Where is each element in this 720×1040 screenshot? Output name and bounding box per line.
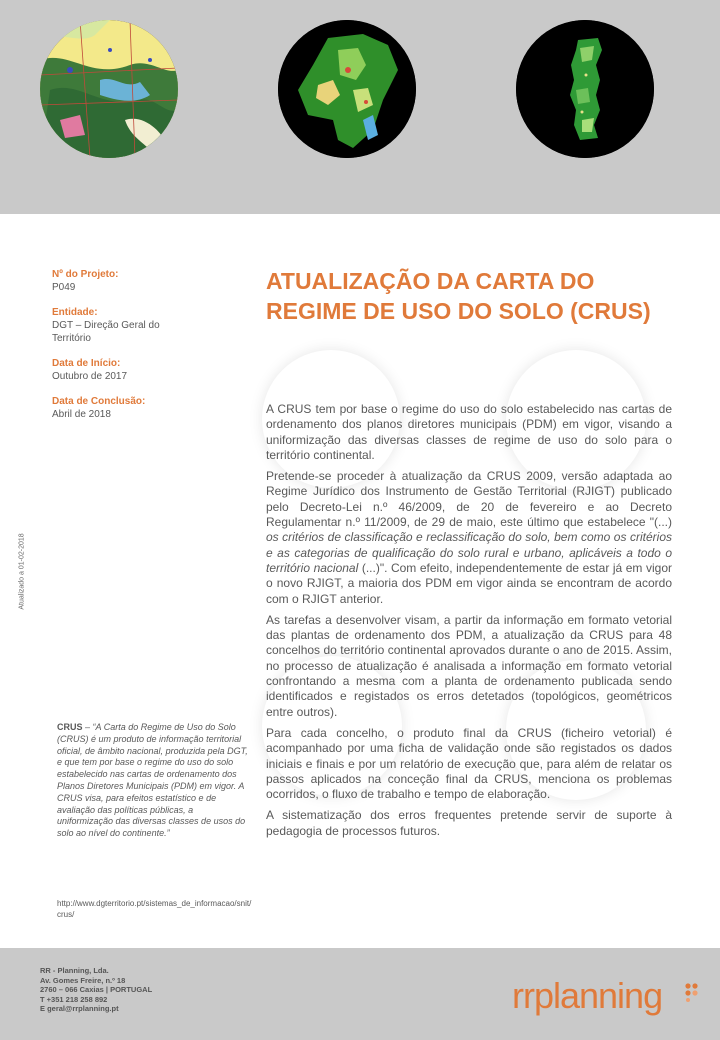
quote-term: CRUS bbox=[57, 722, 83, 732]
body-paragraph: As tarefas a desenvolver visam, a partir da informação em formato vetorial das plantas de ordenamento dos PDM, a atualização da CRUS para 48 concelhos do território continental aprovados durante o ano de 2015. Assim, no processo de atualização é analisada a informação em formato vetorial confrontando a mesma com a planta de ordenamento publicada sendo identificados e registados os erros detetados (topológicos, geométricos entre outros). bbox=[266, 612, 672, 719]
body-paragraph: A CRUS tem por base o regime do uso do solo estabelecido nas cartas de ordenamento dos planos diretores municipais (PDM) em vigor, visando a uniformização das diversas classes de regime de uso do solo para o território continental. bbox=[266, 402, 672, 462]
phone-number: T +351 218 258 892 bbox=[40, 994, 108, 1004]
end-date-label: Data de Conclusão: bbox=[52, 396, 146, 407]
body-text: Pretende-se proceder à atualização da CRUS 2009, versão adaptada ao Regime Jurídico dos Instrumento de Gestão Territorial (RJIGT) publicado pelo Decreto-Lei n.º 46/2009, de 20 de fevereiro e ao Decreto Regulamentar n.º 11/2009, de 29 de maio, este último que estabelece "(...) bbox=[266, 469, 672, 530]
main-body-text bbox=[266, 402, 672, 845]
header-banner bbox=[0, 0, 720, 214]
email-address[interactable]: E geral@rrplanning.pt bbox=[40, 1004, 119, 1014]
source-link[interactable]: http://www.dgterritorio.pt/sistemas_de_informacao/snit/crus/ bbox=[57, 899, 252, 919]
rrplanning-logo: rrplanning bbox=[512, 975, 663, 1016]
body-text: (...)". Com efeito, independentemente de estar já em vigor o novo RJIGT, a maioria dos PDM em vigor ainda se encontram de acordo com o RJIGT anterior. bbox=[266, 560, 672, 606]
start-date-value: Outubro de 2017 bbox=[52, 371, 128, 382]
project-number-value: P049 bbox=[52, 282, 76, 293]
project-number-label: Nº do Projeto: bbox=[52, 269, 119, 280]
address-city: 2760 – 066 Caxias | PORTUGAL bbox=[40, 985, 153, 995]
map-region-image bbox=[278, 20, 416, 158]
map-portugal-image bbox=[516, 20, 654, 158]
company-address bbox=[40, 966, 152, 1014]
entity-label: Entidade: bbox=[52, 307, 98, 318]
entity-value: DGT – Direção Geral do Território bbox=[52, 320, 160, 344]
quote-dash: – bbox=[82, 722, 93, 732]
quote-text: “A Carta do Regime de Uso do Solo (CRUS) é um produto de informação territorial oficial, de âmbito nacional, produzida pela DGT, e que tem por base o regime do uso do solo estabelecido nas cartas de ordenamento dos Planos Diretores Municipais (PDM) em vigor. A CRUS visa, para efeitos estatístico e de avaliação das políticas públicas, a uniformização das diversas classes de usos do solo ao nível do continente.” bbox=[57, 722, 248, 839]
address-street: Av. Gomes Freire, n.º 18 bbox=[40, 975, 126, 985]
updated-date-note: Atualizado a 01-02-2018 bbox=[18, 533, 26, 610]
body-paragraph bbox=[266, 469, 672, 607]
body-paragraph: A sistematização dos erros frequentes pretende servir de suporte à pedagogia de processos futuros. bbox=[266, 808, 672, 838]
footer bbox=[0, 948, 720, 1040]
company-name: RR - Planning, Lda. bbox=[40, 966, 109, 975]
project-info-sidebar bbox=[52, 268, 222, 433]
start-date-label: Data de Início: bbox=[52, 358, 121, 369]
crus-definition-quote bbox=[57, 722, 249, 840]
page-title: ATUALIZAÇÃO DA CARTA DO REGIME DE USO DO SOLO (CRUS) bbox=[266, 268, 651, 324]
body-italic-quote: os critérios de classificação e reclassificação do solo, bem como os critérios e as categorias de qualificação do solo rural e urbano, aplicáveis a todo o território nacional bbox=[266, 530, 672, 575]
logo-dots-icon bbox=[684, 982, 704, 1002]
end-date-value: Abril de 2018 bbox=[52, 409, 111, 420]
map-detail-image bbox=[40, 20, 178, 158]
body-paragraph: Para cada concelho, o produto final da CRUS (ficheiro vetorial) é acompanhado por uma ficha de validação onde são registados os dados iniciais e finais e por um relatório de execução que, para além de relatar os passos aplicados na conceção final da CRUS, menciona os problemas ocorridos, o fluxo de trabalho e tempo de elaboração. bbox=[266, 725, 672, 802]
